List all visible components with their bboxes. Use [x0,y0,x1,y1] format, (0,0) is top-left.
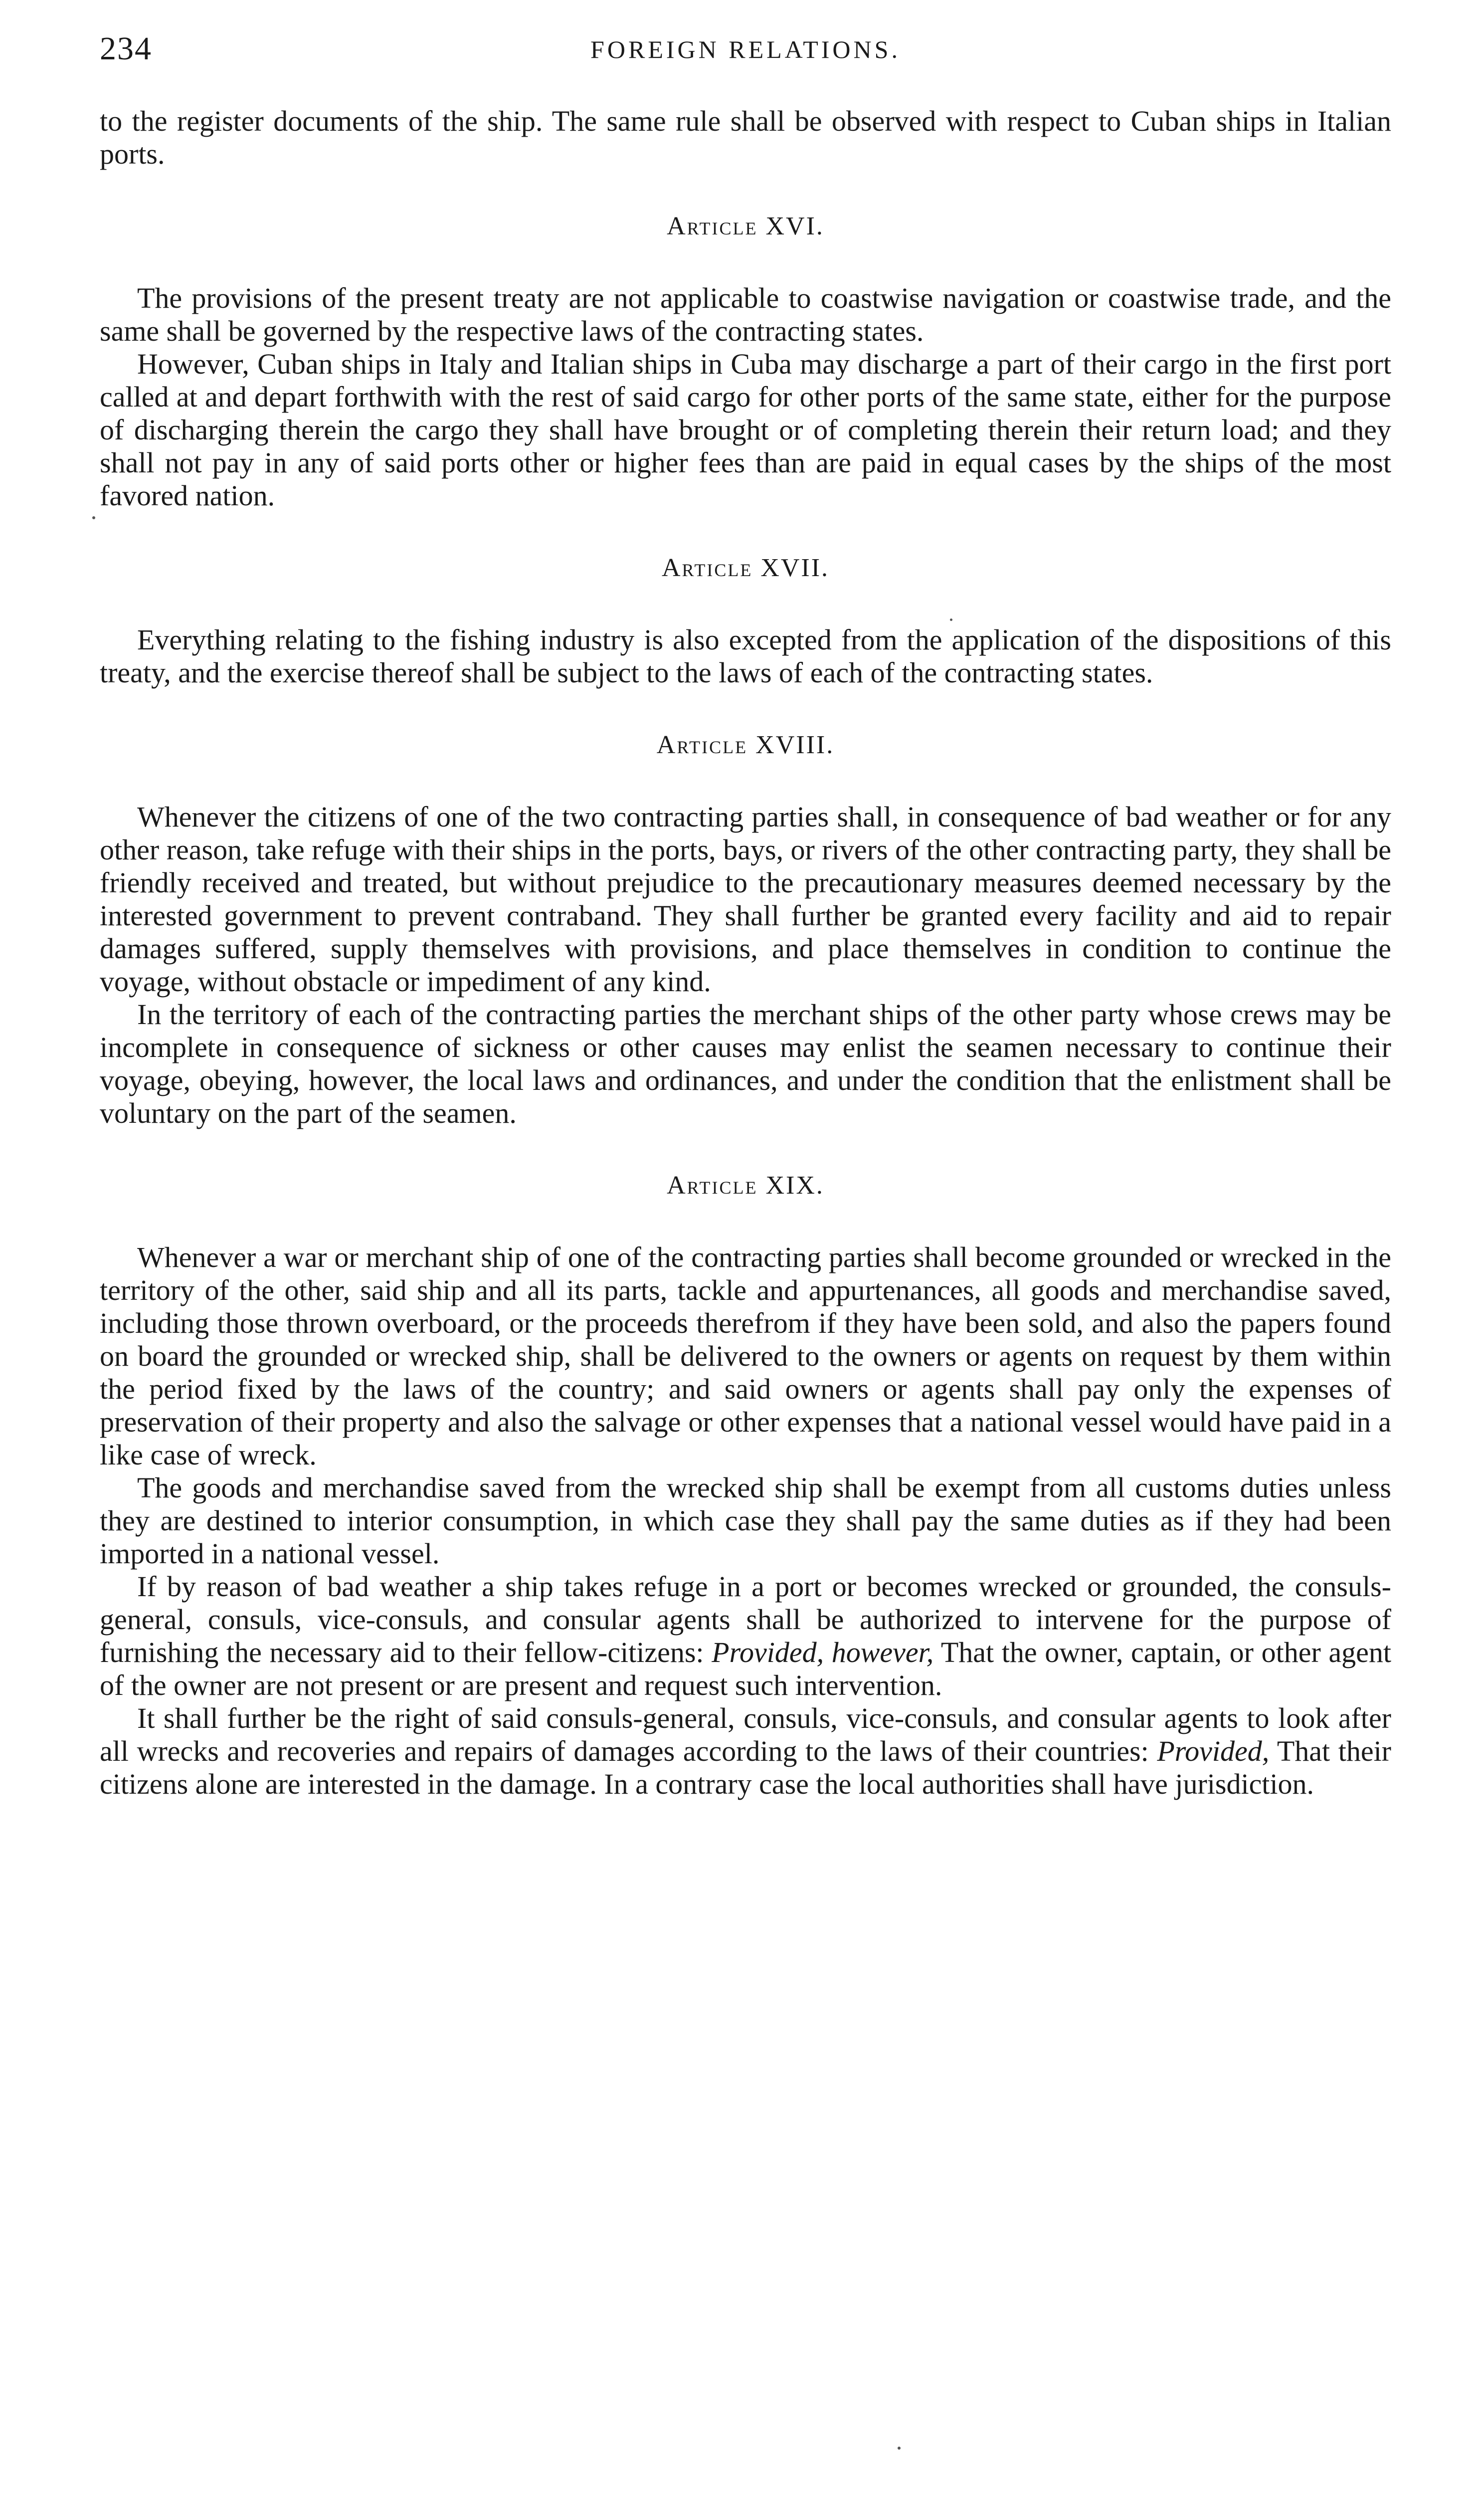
paragraph: Whenever a war or merchant ship of one of the contracting parties shall become grounded or wrecked in the territory of the other, said ship and all its parts, tackle and appurtenances, all goods and merchandise saved, including those thrown overboard, or the proceeds therefrom if they have been sold, and also the papers found on board the grounded or wrecked ship, shall be delivered to the owners or agents on request by them within the period fixed by the laws of the country; and said owners or agents shall pay only the expenses of preservation of their property and also the salvage or other expenses that a national vessel would have paid in a like case of wreck. [100,1241,1391,1471]
paragraph: Whenever the citizens of one of the two contracting parties shall, in consequence of bad weather or for any other reason, take refuge with their ships in the ports, bays, or rivers of the other contracting party, they shall be friendly received and treated, but without prejudice to the precautionary measures deemed necessary by the interested government to prevent contraband. They shall further be granted every facility and aid to repair damages suffered, supply themselves with provisions, and place themselves in condition to continue the voyage, without obstacle or impediment of any kind. [100,801,1391,998]
paragraph-consular-intervention [100,1570,1391,1702]
article-heading: Article XVIII. [656,731,835,759]
article-heading: Article XIX. [667,1171,824,1200]
article-18 [100,730,1391,1130]
paragraph-text: That the owner, captain, or other agent of the owner are not present or are present and request such intervention. [100,1636,1391,1701]
document-page [100,30,1391,1801]
paragraph-text: That their citizens alone are interested in the damage. In a contrary case the local authorities shall have jurisdiction. [100,1735,1391,1800]
paragraph: The provisions of the present treaty are not applicable to coastwise navigation or coastwise trade, and the same shall be governed by the respective laws of the contracting states. [100,282,1391,347]
running-title: FOREIGN RELATIONS. [590,35,901,63]
paragraph-text: It shall further be the right of said consuls-general, consuls, vice-consuls, and consular agents to look after all wrecks and recoveries and repairs of damages according to the laws of their countries: [100,1702,1391,1767]
scan-speck [898,2447,901,2450]
proviso-emphasis: Provided, however, [712,1636,934,1668]
continuation-paragraph: to the register documents of the ship. The same rule shall be observed with respect to Cuban ships in Italian ports. [100,105,1391,170]
article-heading: Article XVII. [661,554,830,582]
article-heading: Article XVI. [667,212,824,240]
scan-speck [950,619,952,621]
proviso-emphasis: Provided, [1157,1735,1270,1767]
paragraph: However, Cuban ships in Italy and Italian ships in Cuba may discharge a part of their cargo in the first port called at and depart forthwith with the rest of said cargo for other ports of the same state, either for the purpose of discharging therein the cargo they shall have brought or of completing therein their return load; and they shall not pay in any of said ports other or higher fees than are paid in equal cases by the ships of the most favored nation. [100,348,1391,512]
paragraph: Everything relating to the fishing industry is also excepted from the application of the dispositions of this treaty, and the exercise thereof shall be subject to the laws of each of the contracting states. [100,624,1391,689]
article-19 [100,1171,1391,1801]
scan-speck [92,516,95,519]
page-number: 234 [100,30,152,67]
article-17 [100,553,1391,689]
paragraph: The goods and merchandise saved from the wrecked ship shall be exempt from all customs duties unless they are destined to interior consumption, in which case they shall pay the same duties as if they had been imported in a national vessel. [100,1471,1391,1570]
running-head [100,30,1391,105]
paragraph-text: If by reason of bad weather a ship takes refuge in a port or becomes wrecked or grounded, the consuls-general, consuls, vice-consuls, and consular agents shall be authorized to intervene for the purpose of furnishing the necessary aid to their fellow-citizens: [100,1570,1391,1668]
paragraph: In the territory of each of the contracting parties the merchant ships of the other party whose crews may be incomplete in consequence of sickness or other causes may enlist the seamen necessary to continue their voyage, obeying, however, the local laws and ordinances, and under the condition that the enlistment shall be voluntary on the part of the seamen. [100,998,1391,1129]
article-16 [100,211,1391,512]
paragraph-consular-rights [100,1702,1391,1801]
